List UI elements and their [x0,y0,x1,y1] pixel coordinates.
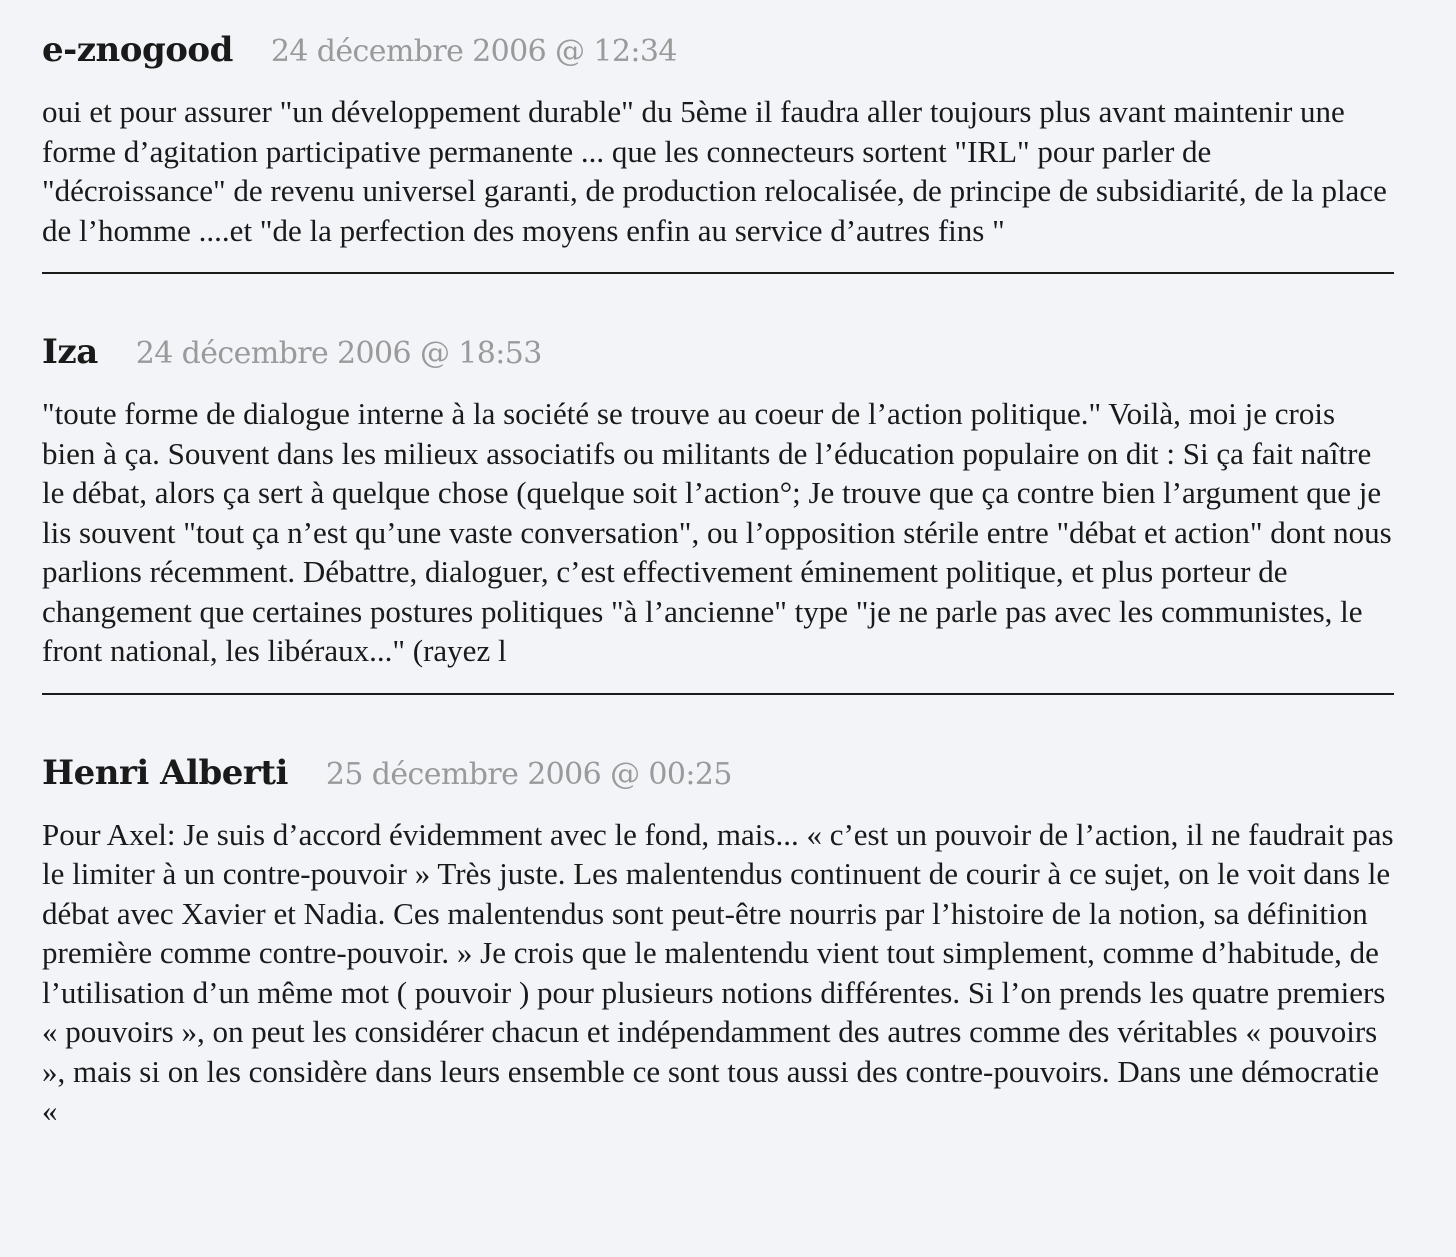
comment-author: Iza [42,332,98,372]
comment-header [42,332,1394,372]
comment-author: Henri Alberti [42,752,288,793]
comment-body: oui et pour assurer "un développement durable" du 5ème il faudra aller toujours plus avant maintenir une forme d’agitation participative permanente ... que les connecteurs sortent "IRL" pour parler de "décroissance" de revenu universel garanti, de production relocalisée, de principe de subsidiarité, de la place de l’homme ....et "de la perfection des moyens enfin au service d’autres fins " [42,94,1387,248]
comment-date[interactable]: 25 décembre 2006 @ 00:25 [325,756,732,792]
comment [42,0,1394,250]
comment-header [42,753,1394,793]
comment [42,274,1394,671]
comment-body: "toute forme de dialogue interne à la société se trouve au coeur de l’action politique." Voilà, moi je crois bien à ça. Souvent dans les milieux associatifs ou militants de l’éducation populaire on dit : Si ça fait naître le débat, alors ça sert à quelque chose (quelque soit l’action°; Je trouve que ça contre bien l’argument que je lis souvent "tout ça n’est qu’une vaste conversation", ou l’opposition stérile entre "débat et action" dont nous parlions récemment. Débattre, dialoguer, c’est effectivement éminement politique, et plus porteur de changement que certaines postures politiques "à l’ancienne" type "je ne parle pas avec les communistes, le front national, les libéraux..." (rayez l [42,396,1392,668]
comment-header [42,30,1394,70]
comment-date[interactable]: 24 décembre 2006 @ 18:53 [135,336,542,371]
comment [42,695,1394,1131]
comment-date[interactable]: 24 décembre 2006 @ 12:34 [270,34,677,69]
comment-body: Pour Axel: Je suis d’accord évidemment avec le fond, mais... « c’est un pouvoir de l’action, il ne faudrait pas le limiter à un contre-pouvoir » Très juste. Les malentendus continuent de courir à ce sujet, on le voit dans le débat avec Xavier et Nadia. Ces malentendus sont peut-être nourris par l’histoire de la notion, sa définition première comme contre-pouvoir. » Je crois que le malentendu vient tout simplement, comme d’habitude, de l’utilisation d’un même mot ( pouvoir ) pour plusieurs notions différentes. Si l’on prends les quatre premiers « pouvoirs », on peut les considérer chacun et indépendamment des autres comme des véritables « pouvoirs », mais si on les considère dans leurs ensemble ce sont tous aussi des contre-pouvoirs. Dans une démocratie « [42,816,1394,1128]
comment-author: e-znogood [42,30,233,70]
